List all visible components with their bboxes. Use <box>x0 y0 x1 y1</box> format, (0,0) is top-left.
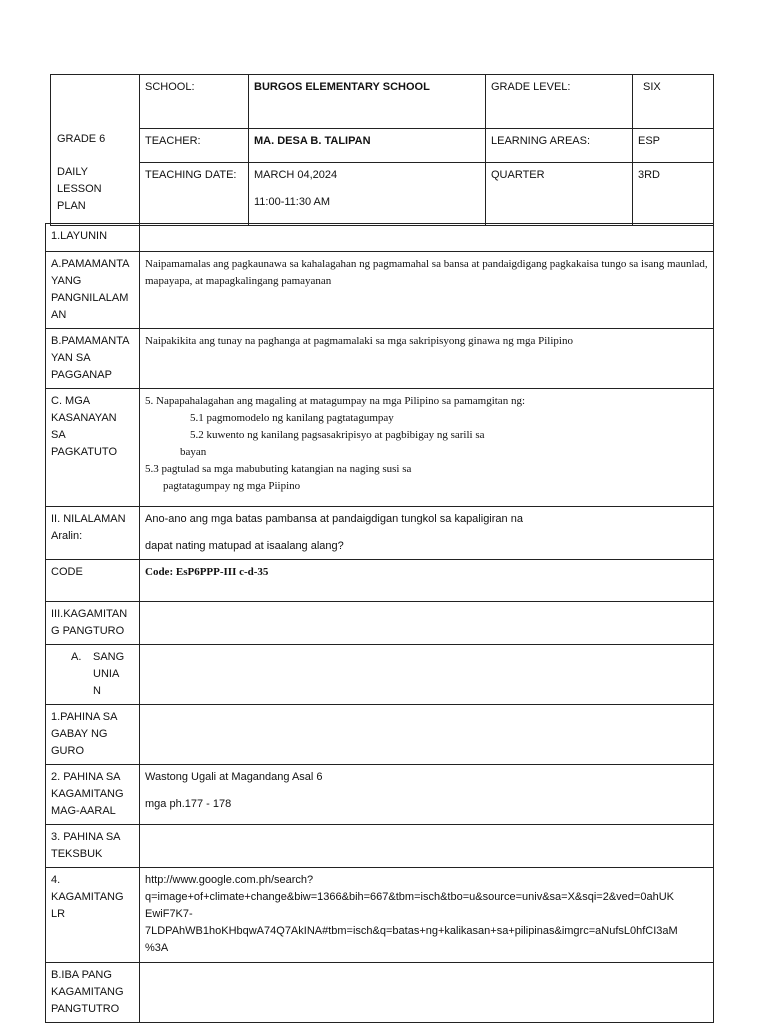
reference-link[interactable]: 7LDPAhWB1hoKHbqwA74Q7AkINA#tbm=isch&q=batas+ng+kalikasan+sa+pilipinas&imgrc=aNufsL0hfCI3aM <box>145 925 678 937</box>
a-label <box>46 252 140 329</box>
b-iba-label-line: KAGAMITANG <box>51 986 124 998</box>
sanggunian-content <box>140 645 714 705</box>
teacher-value: MA. DESA B. TALIPAN <box>249 129 486 163</box>
table-row <box>46 645 714 705</box>
table-row <box>46 507 714 560</box>
plan-title-line-2: PLAN <box>57 200 86 212</box>
layunin-label: 1.LAYUNIN <box>46 224 140 252</box>
c-content <box>140 389 714 507</box>
table-row <box>46 963 714 1023</box>
c-content-line: 5.3 pagtulad sa mga mabubuting katangian na naging susi sa <box>145 463 412 475</box>
quarter-label: QUARTER <box>486 163 633 226</box>
p2-label-line: KAGAMITANG <box>51 788 124 800</box>
p1-label-line: 1.PAHINA SA <box>51 711 118 723</box>
a-content: Naipamamalas ang pagkaunawa sa kahalagahan ng pagmamahal sa bansa at pandaigdigang pagkakaisa tungo sa isang maunlad, mapayapa, at mapagkalingang pamayanan <box>140 252 714 329</box>
teaching-date-cell <box>249 163 486 226</box>
sanggunian-line: UNIA <box>93 668 120 680</box>
a-label-line: A.PAMAMANTA <box>51 258 130 270</box>
plan-title-cell <box>51 75 140 226</box>
table-row <box>46 602 714 645</box>
table-row <box>46 224 714 252</box>
table-row <box>46 560 714 602</box>
p2-content <box>140 765 714 825</box>
p1-label <box>46 705 140 765</box>
p3-label-line: TEKSBUK <box>51 848 103 860</box>
c-content-line: bayan <box>180 446 207 458</box>
teaching-time-value: 11:00-11:30 AM <box>254 196 331 208</box>
p1-label-line: GURO <box>51 745 84 757</box>
p4-label-line: KAGAMITANG <box>51 891 124 903</box>
c-label-line: KASANAYAN SA <box>51 412 117 441</box>
learning-areas-label: LEARNING AREAS: <box>486 129 633 163</box>
header-table <box>50 74 714 226</box>
ii-label-line: Aralin: <box>51 530 83 542</box>
sanggunian-label <box>46 645 140 705</box>
p2-label-line: MAG-AARAL <box>51 805 116 817</box>
b-iba-label <box>46 963 140 1023</box>
code-label: CODE <box>46 560 140 602</box>
p4-label-line: LR <box>51 908 66 920</box>
plan-title-line-1: DAILY LESSON <box>57 166 102 195</box>
table-row <box>46 765 714 825</box>
iii-content <box>140 602 714 645</box>
school-label: SCHOOL: <box>140 75 249 129</box>
table-row <box>46 389 714 507</box>
b-label <box>46 329 140 389</box>
table-row <box>46 252 714 329</box>
grade-level-label: GRADE LEVEL: <box>486 75 633 129</box>
sanggunian-line: SANG <box>93 651 125 663</box>
b-label-line: PAGGANAP <box>51 369 112 381</box>
c-label-line: C. MGA <box>51 395 91 407</box>
code-value: Code: EsP6PPP-III c-d-35 <box>140 560 714 602</box>
reference-link[interactable]: q=image+of+climate+change&biw=1366&bih=667&tbm=isch&tbo=u&source=univ&sa=X&sqi=2&ved=0ahUK <box>145 891 674 903</box>
ii-label-line: II. NILALAMAN <box>51 513 126 525</box>
b-iba-label-line: PANGTUTRO <box>51 1003 120 1015</box>
ii-content-line: dapat nating matupad at isaalang alang? <box>145 540 344 552</box>
ii-content-line: Ano-ano ang mga batas pambansa at pandaigdigan tungkol sa kapaligiran na <box>145 513 523 525</box>
c-label-line: PAGKATUTO <box>51 446 118 458</box>
c-content-line: 5.2 kuwento ng kanilang pagsasakripisyo at pagbibigay ng sarili sa <box>190 429 485 441</box>
p3-label-line: 3. PAHINA SA <box>51 831 121 843</box>
a-label-line: YANG <box>51 275 82 287</box>
table-row <box>46 825 714 868</box>
reference-link[interactable]: EwiF7K7- <box>145 908 193 920</box>
p2-label <box>46 765 140 825</box>
b-label-line: YAN SA <box>51 352 91 364</box>
p4-label-line: 4. <box>51 874 61 886</box>
p3-content <box>140 825 714 868</box>
ii-label <box>46 507 140 560</box>
grade-text: GRADE 6 <box>57 133 106 145</box>
a-label-line: PANGNILALAM <box>51 292 129 304</box>
grade-level-value: SIX <box>633 75 714 129</box>
list-marker: A. <box>71 651 82 663</box>
reference-link[interactable]: %3A <box>145 942 169 954</box>
body-table <box>45 223 714 1023</box>
sanggunian-line: N <box>93 685 101 697</box>
b-iba-label-line: B.IBA PANG <box>51 969 112 981</box>
table-row <box>46 329 714 389</box>
layunin-content <box>140 224 714 252</box>
a-label-line: AN <box>51 309 67 321</box>
table-row <box>46 705 714 765</box>
table-row <box>46 868 714 963</box>
c-label <box>46 389 140 507</box>
b-iba-content <box>140 963 714 1023</box>
p2-content-line: mga ph.177 - 178 <box>145 798 232 810</box>
c-content-line: 5.1 pagmomodelo ng kanilang pagtatagumpay <box>190 412 394 424</box>
teaching-date-value: MARCH 04,2024 <box>254 169 338 181</box>
quarter-value: 3RD <box>633 163 714 226</box>
iii-label <box>46 602 140 645</box>
p4-label <box>46 868 140 963</box>
teaching-date-label: TEACHING DATE: <box>140 163 249 226</box>
iii-label-line: III.KAGAMITAN <box>51 608 128 620</box>
c-content-line: 5. Napapahalagahan ang magaling at matagumpay na mga Pilipino sa pamamgitan ng: <box>145 395 525 407</box>
teacher-label: TEACHER: <box>140 129 249 163</box>
reference-link[interactable]: http://www.google.com.ph/search? <box>145 874 314 886</box>
p1-label-line: GABAY NG <box>51 728 108 740</box>
ii-content <box>140 507 714 560</box>
b-content: Naipakikita ang tunay na paghanga at pagmamalaki sa mga sakripisyong ginawa ng mga Pilipino <box>140 329 714 389</box>
p2-label-line: 2. PAHINA SA <box>51 771 121 783</box>
school-value: BURGOS ELEMENTARY SCHOOL <box>249 75 486 129</box>
p1-content <box>140 705 714 765</box>
b-label-line: B.PAMAMANTA <box>51 335 130 347</box>
p2-content-line: Wastong Ugali at Magandang Asal 6 <box>145 771 323 783</box>
p4-content[interactable] <box>140 868 714 963</box>
c-content-line: pagtatagumpay ng mga Piipino <box>163 480 301 492</box>
learning-areas-value: ESP <box>633 129 714 163</box>
p3-label <box>46 825 140 868</box>
iii-label-line: G PANGTURO <box>51 625 125 637</box>
